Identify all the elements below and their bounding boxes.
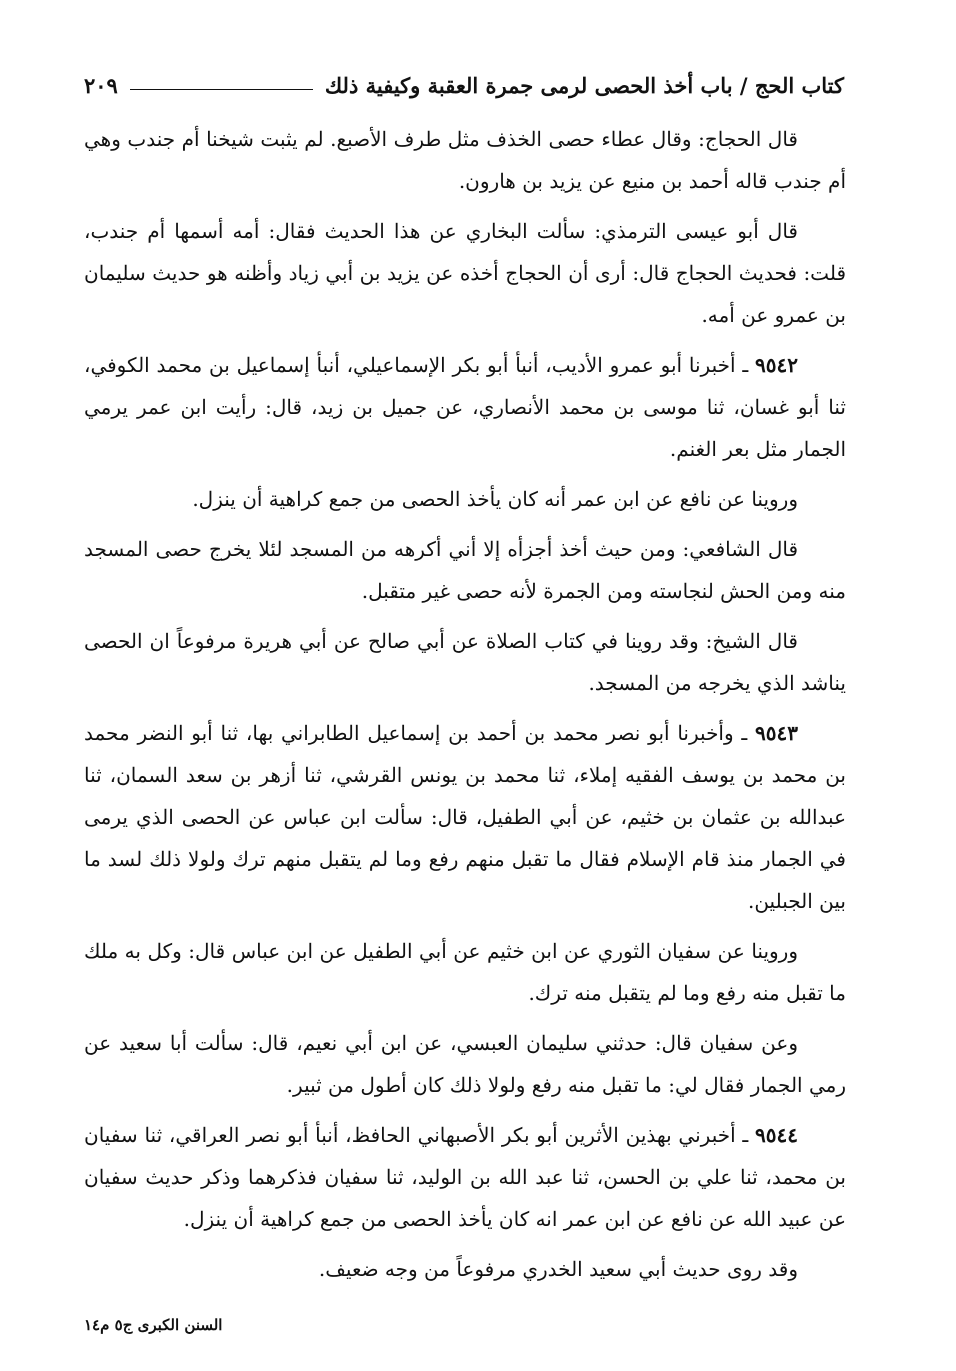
paragraph xyxy=(84,1248,846,1290)
hadith-number: ٩٥٤٣ xyxy=(755,721,799,745)
paragraph-text: وروينا عن سفيان الثوري عن ابن خثيم عن أبي الطفيل عن ابن عباس قال: وكل به ملك ما تقبل منه رفع وما لم يتقبل منه ترك. xyxy=(84,939,846,1005)
paragraph-text: قال الحجاج: وقال عطاء حصى الخذف مثل طرف الأصبع. لم يثبت شيخنا أم جندب وهي أم جندب قاله أحمد بن منيع عن يزيد بن هارون. xyxy=(84,127,846,193)
paragraph-text: وقد روى حديث أبي سعيد الخدري مرفوعاً من وجه ضعيف. xyxy=(318,1257,798,1281)
page-body xyxy=(84,118,846,1298)
header-rule xyxy=(130,89,313,90)
paragraph-text: وعن سفيان قال: حدثني سليمان العبسي، عن ابن أبي نعيم، قال: سألت أبا سعيد عن رمي الجمار فقال لي: ما تقبل منه رفع ولولا ذلك كان أطول من ثبير. xyxy=(84,1031,846,1097)
hadith-paragraph xyxy=(84,712,846,922)
paragraph-text: قال الشافعي: ومن حيث أخذ أجزأه إلا أني أكرهه من المسجد لئلا يخرج حصى المسجد منه ومن الحش لنجاسته ومن الجمرة لأنه حصى غير متقبل. xyxy=(84,537,846,603)
signature-mark: السنن الكبرى ج٥ م١٤ xyxy=(84,1316,223,1334)
paragraph-text: قال أبو عيسى الترمذي: سألت البخاري عن هذا الحديث فقال: أمه أسمها أم جندب، قلت: فحديث الحجاج قال: أرى أن الحجاج أخذه عن يزيد بن أبي زياد وأظنه هو حديث سليمان بن عمرو عن أمه. xyxy=(84,219,846,327)
paragraph xyxy=(84,210,846,336)
page-number: ٢٠٩ xyxy=(84,73,118,98)
paragraph-text: ـ أخبرنا أبو عمرو الأديب، أنبأ أبو بكر الإسماعيلي، أنبأ إسماعيل بن محمد الكوفي، ثنا أبو غسان، ثنا موسى بن محمد الأنصاري، عن جميل بن زيد، قال: رأيت ابن عمر يرمي الجمار مثل بعر الغنم. xyxy=(84,353,846,461)
paragraph xyxy=(84,930,846,1014)
paragraph xyxy=(84,620,846,704)
hadith-paragraph xyxy=(84,1114,846,1240)
hadith-number: ٩٥٤٤ xyxy=(755,1123,799,1147)
paragraph-text: ـ أخبرني بهذين الأثرين أبو بكر الأصبهاني الحافظ، أنبأ أبو نصر العراقي، ثنا سفيان بن محمد، ثنا علي بن الحسن، ثنا عبد الله بن الوليد، ثنا سفيان فذكرهما وذكر حديث سفيان عن عبيد الله عن نافع عن ابن عمر انه كان يأخذ الحصى من جمع كراهية أن ينزل. xyxy=(84,1123,846,1231)
hadith-number: ٩٥٤٢ xyxy=(755,353,798,377)
hadith-paragraph xyxy=(84,344,846,470)
paragraph-text: قال الشيخ: وقد روينا في كتاب الصلاة عن أبي صالح عن أبي هريرة مرفوعاً ان الحصى يناشد الذي يخرجه من المسجد. xyxy=(84,629,846,695)
paragraph xyxy=(84,1022,846,1106)
paragraph-text: وروينا عن نافع عن ابن عمر أنه كان يأخذ الحصى من جمع كراهية أن ينزل. xyxy=(192,487,798,511)
paragraph xyxy=(84,118,846,202)
header-title: كتاب الحج / باب أخذ الحصى لرمى جمرة العقبة وكيفية ذلك xyxy=(324,73,844,98)
paragraph-text: ـ وأخبرنا أبو نصر محمد بن أحمد بن إسماعيل الطابراني بها، ثنا أبو النضر محمد بن محمد بن يوسف الفقيه إملاء، ثنا محمد بن يونس القرشي، ثنا أزهر بن سعد السمان، ثنا عبدالله بن عثمان بن خثيم، عن أبي الطفيل، قال: سألت ابن عباس عن الحصى الذي يرمى في الجمار منذ قام الإسلام فقال ما تقبل منهم رفع وما لم يتقبل منهم ترك ولولا ذلك لسد ما بين الجبلين. xyxy=(84,721,846,913)
paragraph xyxy=(84,528,846,612)
running-header xyxy=(84,60,844,104)
paragraph xyxy=(84,478,846,520)
